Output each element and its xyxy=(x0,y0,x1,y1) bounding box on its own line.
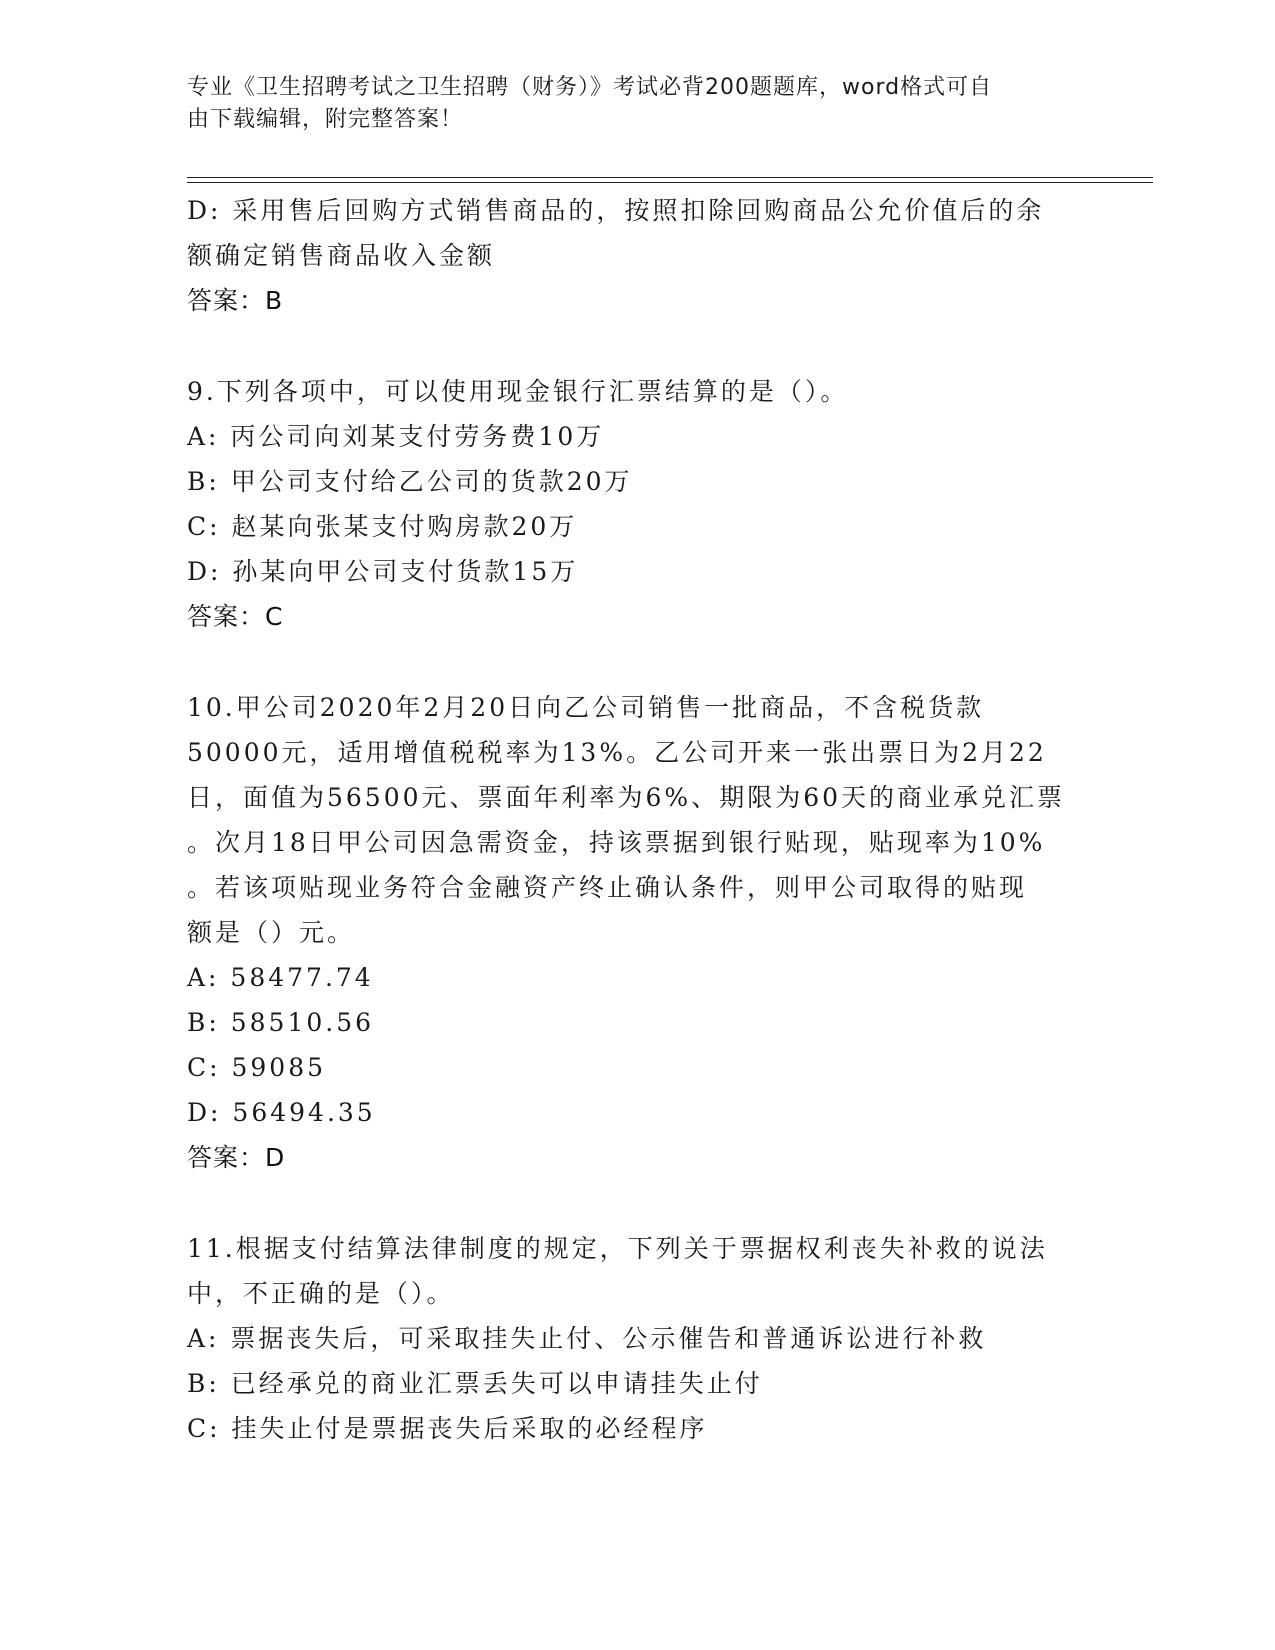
header-line-1: 专业《卫生招聘考试之卫生招聘（财务）》考试必背200题题库，word格式可自 xyxy=(187,75,993,100)
question-stem-line-6: 额是（）元。 xyxy=(187,918,356,947)
question-block-11 xyxy=(187,1226,1087,1451)
answer-label: 答案：C xyxy=(187,602,284,631)
block-spacer xyxy=(187,639,1087,685)
question-stem-line-2: 中，不正确的是（）。 xyxy=(187,1279,455,1308)
question-stem-line-4: 。次月18日甲公司因急需资金，持该票据到银行贴现，贴现率为10% xyxy=(187,828,1046,857)
answer-label: 答案：B xyxy=(187,286,284,315)
block-spacer xyxy=(187,1180,1087,1226)
option-d-line-1: D: 采用售后回购方式销售商品的，按照扣除回购商品公允价值后的余 xyxy=(187,196,1045,225)
option-a: A: 58477.74 xyxy=(187,963,374,992)
option-c: C: 挂失止付是票据丧失后采取的必经程序 xyxy=(187,1414,708,1443)
option-b: B: 已经承兑的商业汇票丢失可以申请挂失止付 xyxy=(187,1369,763,1398)
question-block-9 xyxy=(187,369,1087,639)
question-content xyxy=(187,188,1087,1451)
option-c: C: 59085 xyxy=(187,1053,327,1082)
question-stem-line-3: 日，面值为56500元、票面年利率为6%、期限为60天的商业承兑汇票 xyxy=(187,783,1066,812)
header-line-2: 由下载编辑，附完整答案！ xyxy=(187,107,464,132)
question-block-10 xyxy=(187,685,1087,1180)
option-c: C: 赵某向张某支付购房款20万 xyxy=(187,512,578,541)
header-divider-bottom xyxy=(187,182,1153,183)
option-d: D: 孙某向甲公司支付货款15万 xyxy=(187,557,579,586)
question-stem-line-2: 50000元，适用增值税税率为13%。乙公司开来一张出票日为2月22 xyxy=(187,738,1047,767)
question-stem-line-1: 10.甲公司2020年2月20日向乙公司销售一批商品，不含税货款 xyxy=(187,693,985,722)
option-d-line-2: 额确定销售商品收入金额 xyxy=(187,241,496,270)
option-a: A: 票据丧失后，可采取挂失止付、公示催告和普通诉讼进行补救 xyxy=(187,1324,987,1353)
answer-label: 答案：D xyxy=(187,1143,286,1172)
block-spacer xyxy=(187,323,1087,369)
question-block-8 xyxy=(187,188,1087,323)
option-b: B: 58510.56 xyxy=(187,1008,375,1037)
document-header xyxy=(187,72,1067,136)
header-divider-top xyxy=(187,177,1153,178)
question-stem-line-1: 11.根据支付结算法律制度的规定，下列关于票据权利丧失补救的说法 xyxy=(187,1234,1048,1263)
option-b: B: 甲公司支付给乙公司的货款20万 xyxy=(187,467,633,496)
question-stem: 9.下列各项中，可以使用现金银行汇票结算的是（）。 xyxy=(187,377,849,406)
option-d: D: 56494.35 xyxy=(187,1098,376,1127)
question-stem-line-5: 。若该项贴现业务符合金融资产终止确认条件，则甲公司取得的贴现 xyxy=(187,873,1028,902)
option-a: A: 丙公司向刘某支付劳务费10万 xyxy=(187,422,605,451)
